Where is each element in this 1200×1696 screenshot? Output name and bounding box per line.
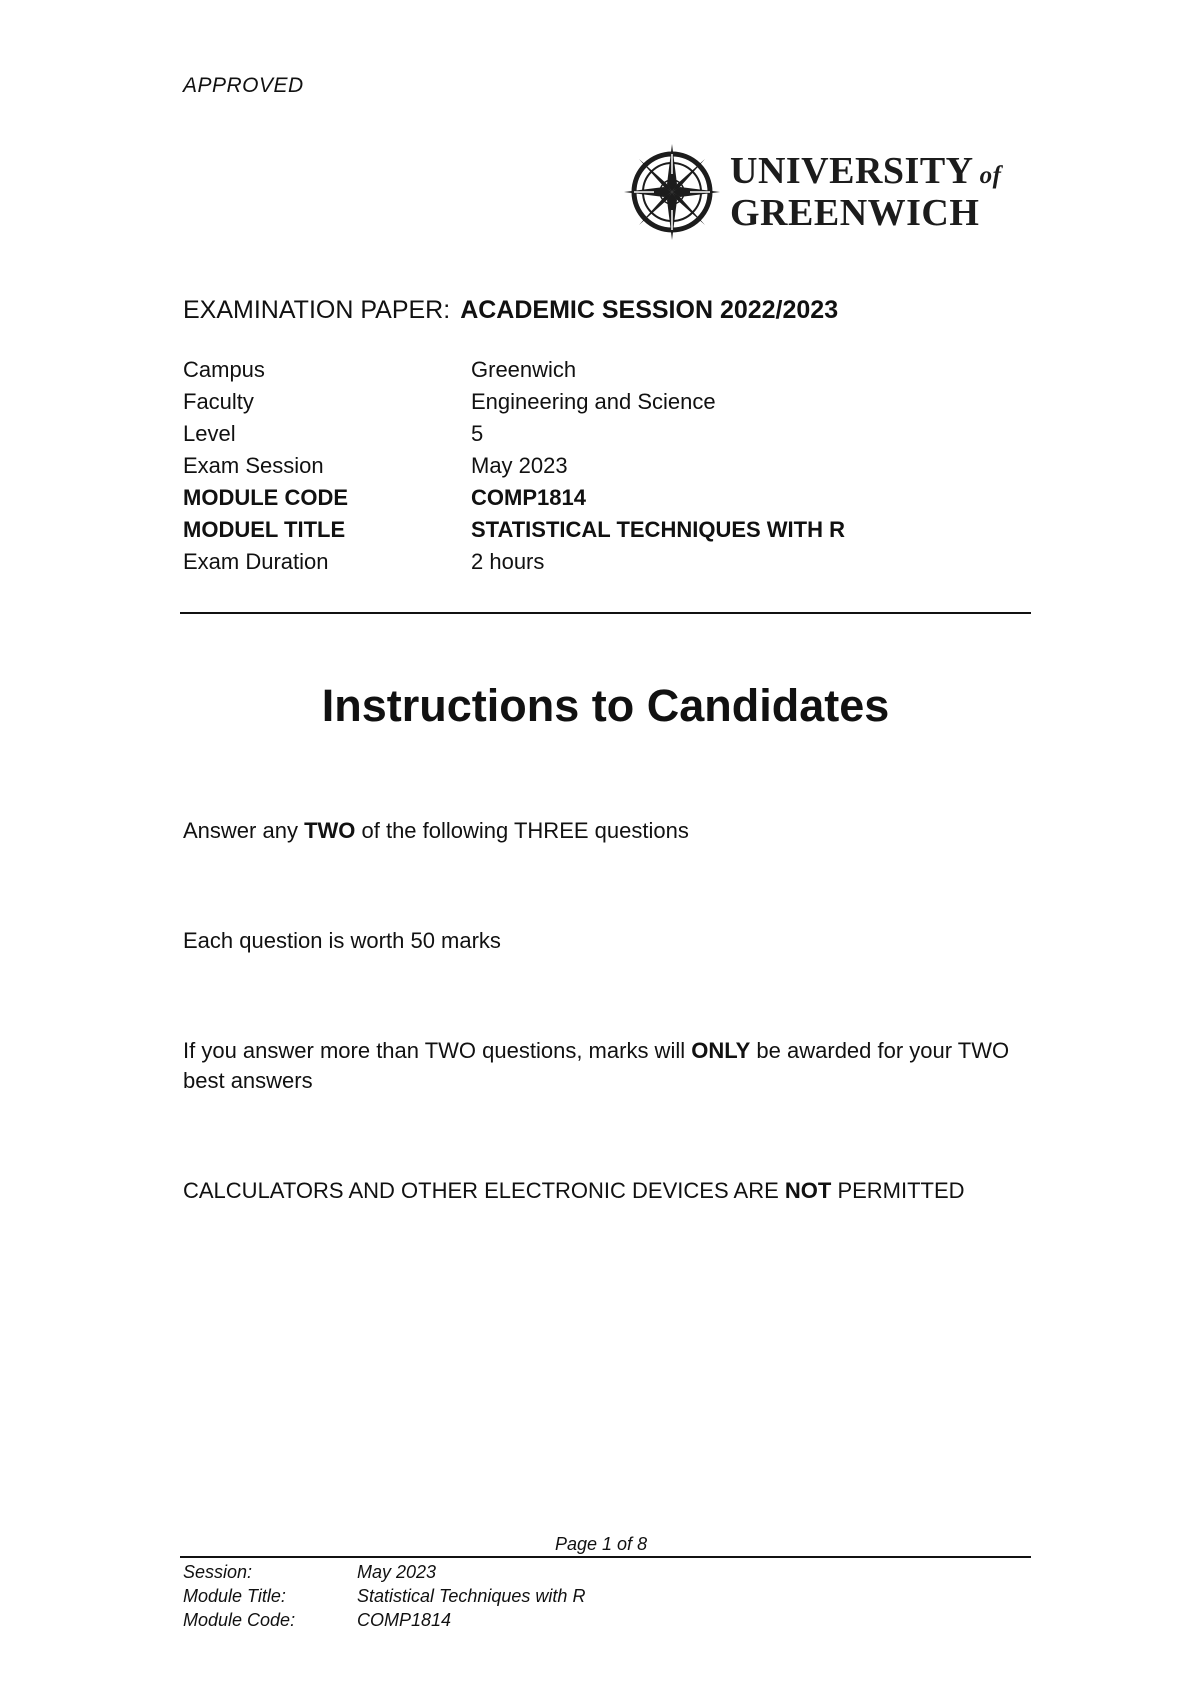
footer-divider xyxy=(180,1556,1031,1558)
footer-label: Module Code: xyxy=(183,1610,296,1630)
university-name-of: of xyxy=(979,162,1002,189)
instruction-emphasis: TWO xyxy=(304,818,356,843)
detail-label: Level xyxy=(183,421,236,446)
page-title: Instructions to Candidates xyxy=(321,680,890,731)
instruction-text: CALCULATORS AND OTHER ELECTRONIC DEVICES ARE xyxy=(183,1178,785,1203)
instruction-answer-two xyxy=(183,816,1013,846)
detail-row-exam-duration xyxy=(183,546,845,578)
detail-label: Exam Duration xyxy=(183,549,329,574)
detail-label: Campus xyxy=(183,357,265,382)
instruction-best-answers xyxy=(183,1036,1013,1096)
exam-paper-heading xyxy=(183,296,838,325)
page-number: Page 1 of 8 xyxy=(555,1534,648,1554)
footer-label: Session: xyxy=(183,1562,253,1582)
detail-value: May 2023 xyxy=(471,453,568,478)
detail-value: COMP1814 xyxy=(471,485,586,510)
instruction-emphasis: ONLY xyxy=(691,1038,751,1063)
detail-row-level xyxy=(183,418,845,450)
instruction-text: Answer any xyxy=(183,818,305,843)
approved-stamp: APPROVED xyxy=(183,74,304,97)
instruction-text: of the following THREE questions xyxy=(355,818,689,843)
footer-value: Statistical Techniques with R xyxy=(357,1586,586,1606)
exam-heading-prefix: EXAMINATION PAPER: xyxy=(183,296,451,324)
detail-row-module-title xyxy=(183,514,845,546)
university-name-line2: GREENWICH xyxy=(730,192,980,234)
university-name-line1: UNIVERSITY xyxy=(730,150,974,192)
instruction-text: PERMITTED xyxy=(831,1178,965,1203)
instruction-text: be awarded for your TWO best answers xyxy=(183,1038,1010,1093)
detail-value: 5 xyxy=(471,421,484,446)
footer-label: Module Title: xyxy=(183,1586,286,1606)
footer-row-module-code xyxy=(183,1608,585,1632)
compass-rose-icon xyxy=(624,144,720,240)
footer-value: COMP1814 xyxy=(357,1610,452,1630)
footer-value: May 2023 xyxy=(357,1562,437,1582)
university-logo xyxy=(624,144,1024,240)
university-name xyxy=(730,152,1001,232)
instruction-emphasis: NOT xyxy=(784,1178,832,1203)
detail-row-module-code xyxy=(183,482,845,514)
detail-row-campus xyxy=(183,354,845,386)
header-divider xyxy=(180,612,1031,614)
detail-value: Engineering and Science xyxy=(471,389,716,414)
footer-row-module-title xyxy=(183,1584,585,1608)
exam-details xyxy=(183,354,845,578)
detail-label: Faculty xyxy=(183,389,254,414)
instruction-text: If you answer more than TWO questions, marks will xyxy=(183,1038,692,1063)
instruction-devices xyxy=(183,1176,1013,1206)
instruction-marks xyxy=(183,926,1013,956)
detail-row-faculty xyxy=(183,386,845,418)
instruction-text: Each question is worth 50 marks xyxy=(183,928,501,953)
detail-label: MODULE CODE xyxy=(183,485,348,510)
footer-info xyxy=(183,1560,585,1632)
detail-label: MODUEL TITLE xyxy=(183,517,346,542)
detail-label: Exam Session xyxy=(183,453,324,478)
academic-session: ACADEMIC SESSION 2022/2023 xyxy=(460,296,839,324)
footer-row-session xyxy=(183,1560,585,1584)
detail-value: Greenwich xyxy=(471,357,577,382)
detail-value: STATISTICAL TECHNIQUES WITH R xyxy=(471,517,845,542)
detail-row-exam-session xyxy=(183,450,845,482)
detail-value: 2 hours xyxy=(471,549,545,574)
